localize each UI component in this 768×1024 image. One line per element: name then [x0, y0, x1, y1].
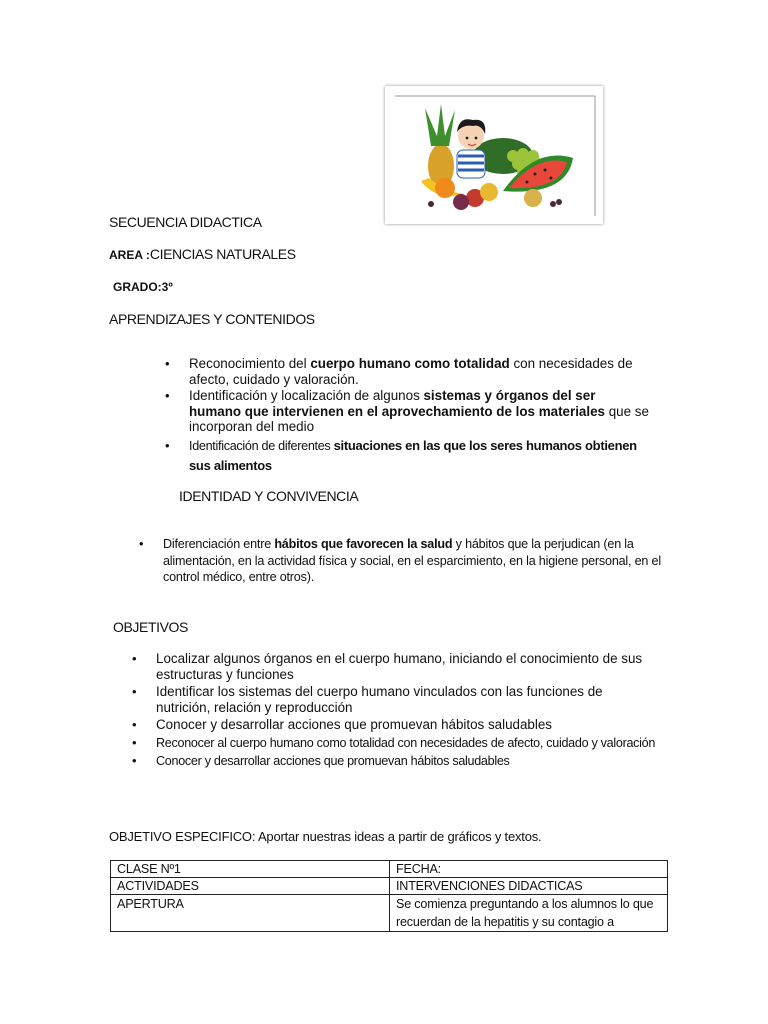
table-row	[111, 861, 668, 878]
aprendizajes-heading: APRENDIZAJES Y CONTENIDOS	[109, 311, 315, 327]
list-item: • Identificación y localización de algunos sistemas y órganos del ser humano que intervienen en el aprovechamiento de los materiales que se incorporan del medio	[189, 388, 649, 435]
objetivos-heading: OBJETIVOS	[113, 619, 188, 635]
list-item: • Identificación de diferentes situaciones en las que los seres humanos obtienen sus alimentos	[189, 436, 649, 476]
table-row	[111, 878, 668, 895]
list-item: • Localizar algunos órganos en el cuerpo humano, iniciando el conocimiento de sus estructuras y funciones	[156, 651, 656, 682]
list-item: • Reconocimiento del cuerpo humano como totalidad con necesidades de afecto, cuidado y valoración.	[189, 356, 649, 387]
list-item: • Identificar los sistemas del cuerpo humano vinculados con las funciones de nutrición, relación y reproducción	[156, 684, 656, 715]
table-cell: APERTURA	[111, 895, 390, 932]
identidad-heading: IDENTIDAD Y CONVIVENCIA	[179, 488, 359, 504]
table-cell: CLASE Nº1	[111, 861, 390, 878]
table-cell: INTERVENCIONES DIDACTICAS	[390, 878, 668, 895]
objetivos-list	[156, 651, 656, 771]
objetivo-especifico: OBJETIVO ESPECIFICO: Aportar nuestras ideas a partir de gráficos y textos.	[109, 829, 542, 844]
table-cell: Se comienza preguntando a los alumnos lo que recuerdan de la hepatitis y su contagio a	[390, 895, 668, 932]
area-label: AREA :	[109, 248, 150, 262]
list-item: • Conocer y desarrollar acciones que promuevan hábitos saludables	[156, 753, 656, 769]
grado-label: GRADO:3º	[113, 280, 173, 294]
area-value: CIENCIAS NATURALES	[149, 246, 296, 262]
list-item: • Reconocer al cuerpo humano como totalidad con necesidades de afecto, cuidado y valoración	[156, 735, 656, 751]
child-with-fruits-image	[385, 86, 603, 224]
fruit-illustration	[385, 86, 603, 224]
document-title: SECUENCIA DIDACTICA	[109, 214, 262, 230]
area-line	[109, 246, 296, 264]
table-cell: ACTIVIDADES	[111, 878, 390, 895]
list-item: • Conocer y desarrollar acciones que promuevan hábitos saludables	[156, 717, 656, 733]
table-row	[111, 895, 668, 932]
aprendizajes-list	[189, 356, 649, 477]
table-cell: FECHA:	[390, 861, 668, 878]
identidad-list	[163, 536, 663, 586]
list-item: • Diferenciación entre hábitos que favorecen la salud y hábitos que la perjudican (en la alimentación, en la actividad física y social, en el esparcimiento, en la higiene personal, en el control médico, entre otros).	[163, 536, 663, 586]
clase-table	[110, 860, 668, 932]
